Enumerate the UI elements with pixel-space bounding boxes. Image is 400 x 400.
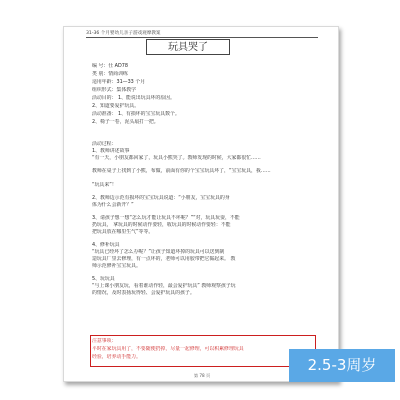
step-1-title: 1、教师讲述故事: [92, 148, 130, 154]
page-header: 31-36 个月婴幼儿亲子游戏观摩教案: [86, 31, 161, 36]
page-number: 第 78 页: [193, 373, 211, 378]
document-page: [63, 26, 339, 382]
step-4-text-c: 师示范修补宝宝玩具。: [92, 263, 141, 269]
step-5-text-b: 的情况，及时表扬玩得轻、会爱护玩具的孩子。: [92, 290, 195, 296]
step-1-text-c: “玩具来”！: [92, 182, 117, 188]
info-age: 适用年龄：31—33 个月: [92, 79, 146, 85]
goal-line-2: 2、知道要爱护玩具。: [92, 103, 140, 109]
step-4-text-a: “玩具已经坏了怎么办呢？”让孩子知道坏掉的玩具可以送到制: [92, 249, 225, 255]
info-category: 类 别：情商训练: [92, 71, 128, 77]
step-4-title: 4、修补玩具: [92, 242, 120, 248]
info-format: 组织形式：集体教学: [92, 87, 137, 93]
goal-line-1: 活动目的： 1、能说出玩具坏的原因。: [92, 95, 175, 101]
note-title: 注意事项：: [92, 338, 117, 344]
age-badge: 2.5-3周岁: [289, 349, 395, 382]
header-rule: [86, 37, 318, 38]
process-heading: 活动过程：: [92, 141, 117, 147]
step-1-text-a: “有一天，小朋友都回家了，玩具小熊哭了。教师发现的时候，大家都很忙……: [92, 155, 261, 161]
step-5-title: 5、玩玩具: [92, 276, 115, 282]
info-code: 编 号：仕 AD78: [92, 63, 129, 69]
note-line-2: 经验，培养动手能力。: [92, 354, 141, 360]
step-2-text-a: 2、教师边示范有损坏的宝宝玩具说道：“小朋友，宝宝玩具的身: [92, 195, 230, 201]
step-3-text-a: 3、请孩子想一想“怎么玩才能让玩具不坏呢？”“对，玩具玩耍，不能: [92, 215, 240, 221]
step-4-text-b: 造玩具厂里去修理，有一点坏的，老师可以用胶带把它黏起来。 教: [92, 256, 236, 262]
prep-line-1: 活动准备： 1、有损坏的宝宝玩具数个。: [92, 111, 180, 117]
document-title: 玩具哭了: [146, 39, 230, 55]
step-2-text-b: 体为什么会新开？”: [92, 202, 134, 208]
step-3-text-c: 把玩具放在哪里生气”等等。: [92, 229, 154, 235]
prep-line-2: 2、椅子一卷，泥头扇打一把。: [92, 119, 159, 125]
note-line-1: 平时在家玩具用了，不要随便扔掉，尽量一起修理，可以积累修理玩具: [92, 346, 244, 352]
step-3-text-b: 扔玩具， 拿玩具的时候动作要轻，收玩具的时候动作要轻：不能: [92, 222, 231, 228]
step-1-text-b: 教师在桌子上找到了小熊，布做，前面有你的个宝宝玩具坏了，“宝宝玩具，我……: [92, 168, 271, 174]
step-5-text-a: “与上课小朋友玩，看着谁动作轻，最会爱护玩具” 教师观察孩子玩: [92, 283, 236, 289]
